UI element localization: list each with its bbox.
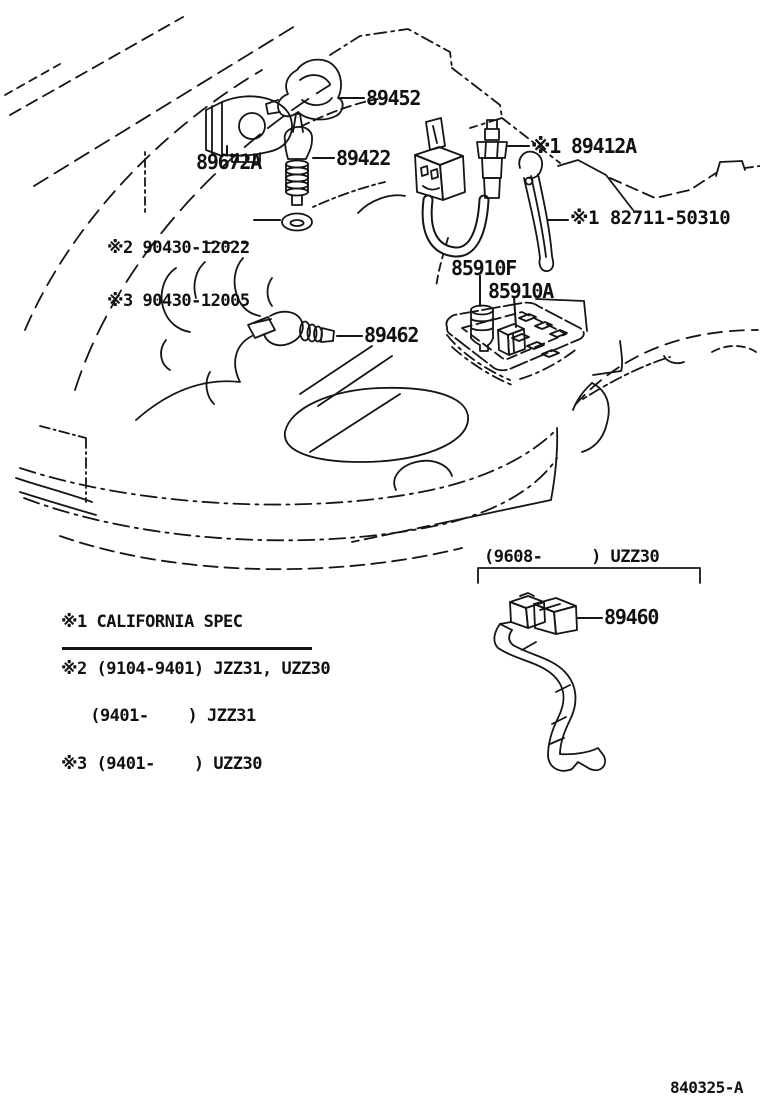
bracket-82711-drawing	[519, 152, 553, 271]
inset-heading: (9608- ) UZZ30	[484, 547, 660, 567]
part-89460-drawing	[510, 593, 577, 634]
part-label-90430	[107, 205, 250, 345]
legend-row-4: ※3 (9401- ) UZZ30	[61, 753, 262, 774]
part-label-85910f: 85910F	[451, 256, 517, 280]
part-label-89462: 89462	[364, 323, 419, 347]
part-label-85910a: 85910A	[488, 279, 554, 303]
bumper-lines	[16, 388, 557, 569]
part-label-89452: 89452	[366, 86, 421, 110]
legend-row-2: ※2 (9104-9401) JZZ31, UZZ30	[61, 658, 331, 679]
fender-lines	[573, 330, 758, 452]
legend-row-3: (9401- ) JZZ31	[61, 706, 256, 727]
part-label-82711: ※1 82711-50310	[570, 207, 731, 229]
drawing-code: 840325-A	[670, 1078, 744, 1097]
part-89412a-drawing	[415, 118, 507, 252]
part-label-90430-line1: ※2 90430-12022	[107, 238, 250, 258]
part-89452-drawing	[266, 60, 343, 120]
part-89422-drawing	[285, 114, 312, 205]
part-85910f-drawing	[471, 306, 493, 352]
inset-bracket-line	[478, 568, 700, 583]
part-label-89460: 89460	[604, 605, 659, 629]
legend-row-1: ※1 CALIFORNIA SPEC	[61, 611, 243, 632]
part-89462-drawing	[248, 312, 334, 346]
part-label-89672a: 89672A	[196, 150, 262, 174]
spec-legend	[61, 583, 330, 804]
part-label-89422: 89422	[336, 146, 391, 170]
bracket-89460-arm-drawing	[494, 622, 605, 771]
legend-underline	[62, 647, 312, 650]
part-label-90430-line2: ※3 90430-12005	[107, 290, 250, 311]
part-label-89412a: ※1 89412A	[531, 134, 636, 158]
